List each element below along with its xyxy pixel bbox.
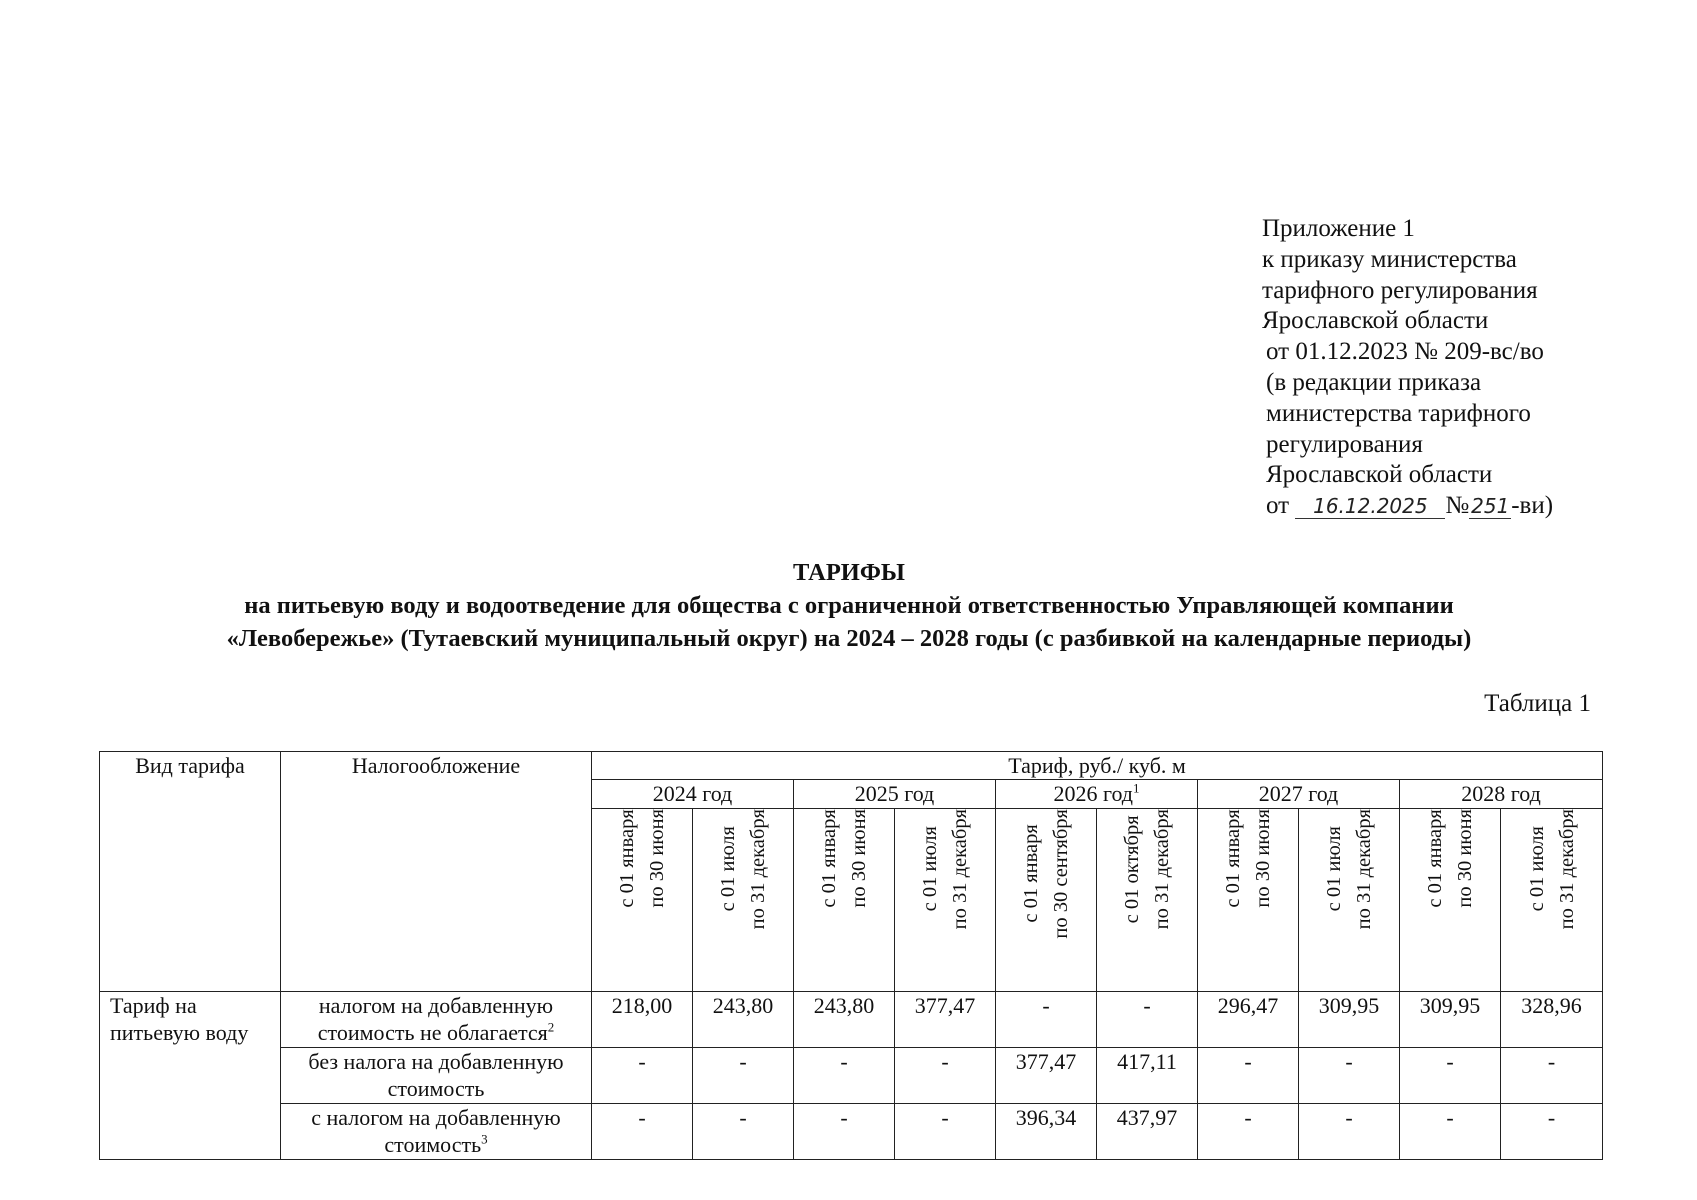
- period-header: с 01 июля по 31 декабря: [1299, 809, 1400, 992]
- value-cell: -: [794, 1104, 895, 1160]
- value-cell: -: [693, 1048, 794, 1104]
- appendix-line: от 01.12.2023 № 209-вс/во: [1266, 338, 1544, 366]
- appendix-line: министерства тарифного: [1266, 399, 1531, 427]
- table-row: [100, 1048, 1603, 1104]
- appendix-line: (в редакции приказа: [1266, 368, 1482, 396]
- table-row: [100, 1104, 1603, 1160]
- period-header: с 01 июля по 31 декабря: [693, 809, 794, 992]
- appendix-line: Ярославской области: [1262, 307, 1489, 335]
- period-header: с 01 января по 30 июня: [1400, 809, 1501, 992]
- appendix-amendment-line: [1262, 491, 1553, 522]
- year-header: 2024 год: [592, 780, 794, 809]
- value-cell: -: [996, 992, 1097, 1048]
- period-header: с 01 июля по 31 декабря: [1501, 809, 1603, 992]
- value-cell: -: [592, 1104, 693, 1160]
- appendix-line: регулирования: [1266, 430, 1423, 458]
- header-tariff-type: Вид тарифа: [100, 752, 281, 992]
- year-header: 2026 год$^1$: [996, 780, 1198, 809]
- period-header: с 01 января по 30 июня: [592, 809, 693, 992]
- value-cell: -: [693, 1104, 794, 1160]
- table-row: [100, 992, 1603, 1048]
- value-cell: -: [1299, 1104, 1400, 1160]
- value-cell: 328,96: [1501, 992, 1603, 1048]
- value-cell: 243,80: [693, 992, 794, 1048]
- value-cell: -: [1097, 992, 1198, 1048]
- appendix-line: к приказу министерства: [1262, 245, 1517, 273]
- value-cell: 243,80: [794, 992, 895, 1048]
- footnote-mark: 3: [481, 1131, 488, 1147]
- period-header: с 01 января по 30 июня: [1198, 809, 1299, 992]
- value-cell: 437,97: [1097, 1104, 1198, 1160]
- value-cell: -: [794, 1048, 895, 1104]
- number-sign: №: [1445, 492, 1470, 520]
- period-header: с 01 июля по 31 декабря: [895, 809, 996, 992]
- appendix-block: [1262, 214, 1553, 522]
- appendix-line: Приложение 1: [1262, 215, 1415, 242]
- amendment-suffix: -ви): [1511, 492, 1554, 520]
- header-row-1: [100, 752, 1603, 780]
- header-taxation: Налогообложение: [281, 752, 592, 992]
- value-cell: 309,95: [1299, 992, 1400, 1048]
- value-cell: -: [1198, 1104, 1299, 1160]
- year-header: 2028 год: [1400, 780, 1603, 809]
- period-header: с 01 января по 30 июня: [794, 809, 895, 992]
- value-cell: 296,47: [1198, 992, 1299, 1048]
- title-line-2: на питьевую воду и водоотведение для общества с ограниченной ответственностью Управляющей компании: [244, 592, 1454, 619]
- appendix-line: Ярославской области: [1266, 461, 1493, 489]
- header-tariff-units: Тариф, руб./ куб. м: [592, 752, 1603, 780]
- amendment-prefix: от: [1266, 492, 1296, 520]
- period-header: с 01 октября по 31 декабря: [1097, 809, 1198, 992]
- value-cell: -: [895, 1104, 996, 1160]
- taxation-cell: без налога на добавленную стоимость: [281, 1048, 592, 1104]
- value-cell: -: [895, 1048, 996, 1104]
- value-cell: -: [1501, 1104, 1603, 1160]
- handwritten-date: 16.12.2025: [1295, 494, 1445, 519]
- value-cell: -: [592, 1048, 693, 1104]
- title-main: ТАРИФЫ: [793, 559, 905, 586]
- footnote-mark: 2: [547, 1019, 555, 1035]
- value-cell: -: [1400, 1048, 1501, 1104]
- table-label: Таблица 1: [1484, 690, 1591, 717]
- value-cell: -: [1400, 1104, 1501, 1160]
- value-cell: -: [1299, 1048, 1400, 1104]
- period-header: с 01 января по 30 сентября: [996, 809, 1097, 992]
- handwritten-number: 251: [1471, 494, 1510, 519]
- value-cell: -: [1198, 1048, 1299, 1104]
- document-title: [60, 556, 1638, 655]
- appendix-line: тарифного регулирования: [1262, 276, 1538, 304]
- year-header: 2025 год: [794, 780, 996, 809]
- tariff-type-cell: Тариф на питьевую воду: [100, 992, 281, 1160]
- value-cell: 417,11: [1097, 1048, 1198, 1104]
- year-header: 2027 год: [1198, 780, 1400, 809]
- value-cell: 309,95: [1400, 992, 1501, 1048]
- footnote-mark: 1: [1133, 780, 1140, 796]
- value-cell: -: [1501, 1048, 1603, 1104]
- taxation-cell: налогом на добавленную стоимость не облагается$^2$: [281, 992, 592, 1048]
- taxation-cell: с налогом на добавленную стоимость$^3$: [281, 1104, 592, 1160]
- value-cell: 377,47: [996, 1048, 1097, 1104]
- value-cell: 396,34: [996, 1104, 1097, 1160]
- tariffs-table: [99, 751, 1603, 1160]
- value-cell: 218,00: [592, 992, 693, 1048]
- value-cell: 377,47: [895, 992, 996, 1048]
- title-line-3: «Левобережье» (Тутаевский муниципальный округ) на 2024 – 2028 годы (с разбивкой на календарные периоды): [226, 625, 1472, 652]
